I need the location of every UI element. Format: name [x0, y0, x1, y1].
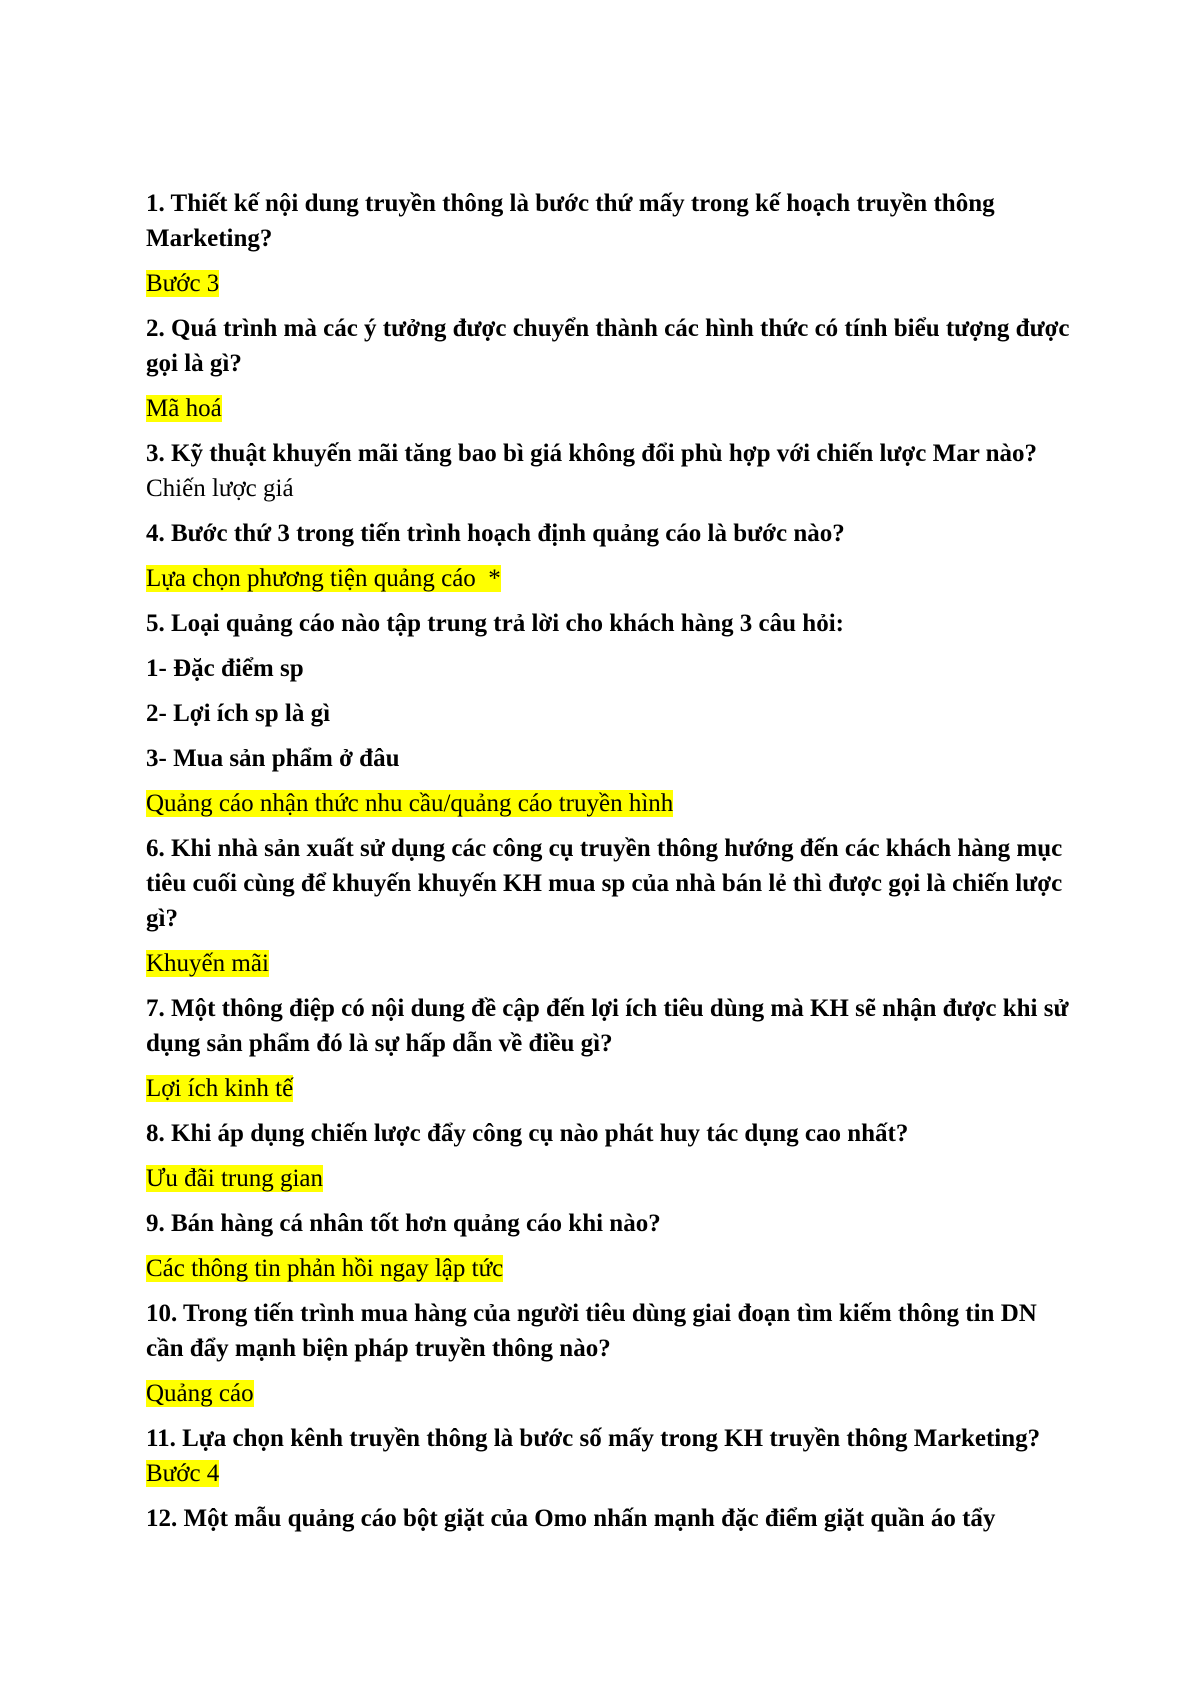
answer-2-text: Mã hoá — [146, 395, 222, 422]
question-11 — [146, 1421, 1076, 1491]
answer-6 — [146, 946, 1076, 981]
answer-11-inline: Bước 4 — [146, 1460, 220, 1487]
answer-4 — [146, 561, 1076, 596]
question-8: 8. Khi áp dụng chiến lược đẩy công cụ nào phát huy tác dụng cao nhất? — [146, 1120, 909, 1147]
qa-list — [146, 186, 1076, 1546]
answer-2 — [146, 391, 1076, 426]
answer-7-text: Lợi ích kinh tế — [146, 1075, 294, 1102]
question-6: 6. Khi nhà sản xuất sử dụng các công cụ truyền thông hướng đến các khách hàng mục tiêu cuối cùng để khuyến khuyến KH mua sp của nhà bán lẻ thì được gọi là chiến lược gì? — [146, 835, 1063, 932]
answer-9-text: Các thông tin phản hồi ngay lập tức — [146, 1255, 504, 1282]
question-9: 9. Bán hàng cá nhân tốt hơn quảng cáo khi nào? — [146, 1210, 661, 1237]
answer-1 — [146, 266, 1076, 301]
answer-4-text: Lựa chọn phương tiện quảng cáo * — [146, 565, 501, 592]
question-7: 7. Một thông điệp có nội dung đề cập đến lợi ích tiêu dùng mà KH sẽ nhận được khi sử dụng sản phẩm đó là sự hấp dẫn về điều gì? — [146, 995, 1069, 1057]
answer-3-inline: Chiến lược giá — [146, 475, 294, 502]
question-4: 4. Bước thứ 3 trong tiến trình hoạch định quảng cáo là bước nào? — [146, 520, 845, 547]
answer-5-text: Quảng cáo nhận thức nhu cầu/quảng cáo truyền hình — [146, 790, 674, 817]
answer-6-text: Khuyến mãi — [146, 950, 269, 977]
question-5: 5. Loại quảng cáo nào tập trung trả lời cho khách hàng 3 câu hỏi: — [146, 610, 844, 637]
question-5-sub-1: 1- Đặc điểm sp — [146, 655, 304, 682]
question-5-sub-2: 2- Lợi ích sp là gì — [146, 700, 331, 727]
answer-10 — [146, 1376, 1076, 1411]
answer-1-text: Bước 3 — [146, 270, 220, 297]
answer-9 — [146, 1251, 1076, 1286]
answer-8 — [146, 1161, 1076, 1196]
answer-10-text: Quảng cáo — [146, 1380, 254, 1407]
question-11-text: 11. Lựa chọn kênh truyền thông là bước số mấy trong KH truyền thông Marketing? — [146, 1425, 1041, 1452]
answer-8-text: Ưu đãi trung gian — [146, 1165, 324, 1192]
question-12: 12. Một mẫu quảng cáo bột giặt của Omo nhấn mạnh đặc điểm giặt quần áo tẩy — [146, 1505, 996, 1532]
question-2: 2. Quá trình mà các ý tưởng được chuyển thành các hình thức có tính biểu tượng được gọi là gì? — [146, 315, 1070, 377]
question-3-text: 3. Kỹ thuật khuyến mãi tăng bao bì giá không đổi phù hợp với chiến lược Mar nào? — [146, 440, 1038, 467]
answer-7 — [146, 1071, 1076, 1106]
question-10: 10. Trong tiến trình mua hàng của người tiêu dùng giai đoạn tìm kiếm thông tin DN cần đẩy mạnh biện pháp truyền thông nào? — [146, 1300, 1037, 1362]
question-5-sub-3: 3- Mua sản phẩm ở đâu — [146, 745, 400, 772]
answer-5 — [146, 786, 1076, 821]
question-3 — [146, 436, 1076, 506]
question-1: 1. Thiết kế nội dung truyền thông là bước thứ mấy trong kế hoạch truyền thông Marketing? — [146, 190, 995, 252]
